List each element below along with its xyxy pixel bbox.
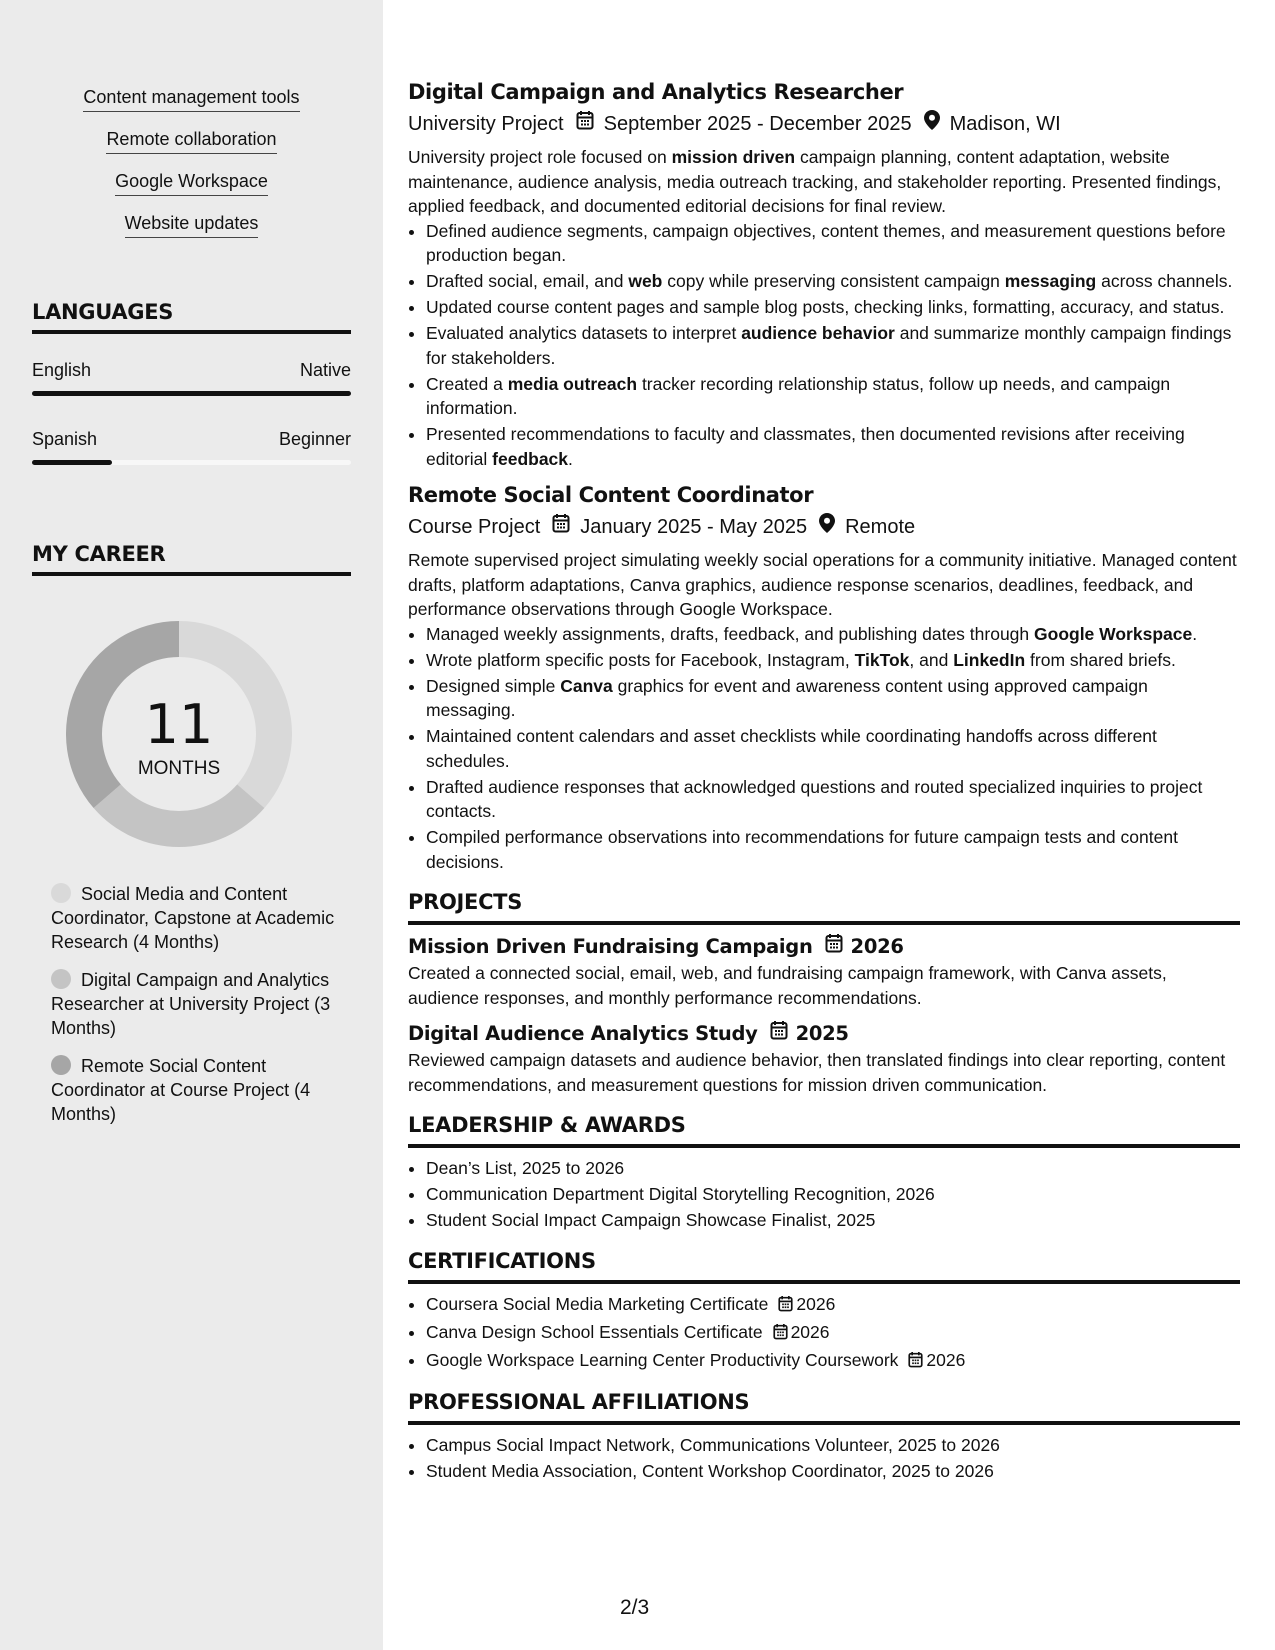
language-bar-fill (32, 460, 112, 465)
text-run: Wrote platform specific posts for Facebook, Instagram, (426, 649, 855, 670)
language-bar-fill (32, 391, 351, 396)
project-year: 2026 (850, 935, 904, 958)
legend-label: Remote Social Content Coordinator at Course Project (4 Months) (51, 1056, 311, 1124)
affiliation-item: • Student Media Association, Content Workshop Coordinator, 2025 to 2026 (426, 1459, 1240, 1484)
emphasis-text: Google Workspace (1034, 623, 1193, 644)
text-run: and summarize monthly campaign findings for stakeholders. (426, 323, 1232, 368)
emphasis-text: audience behavior (741, 323, 895, 343)
text-run: . (568, 448, 573, 469)
text-run: Managed weekly assignments, drafts, feedback, and publishing dates through (426, 623, 1035, 644)
emphasis-text: LinkedIn (953, 649, 1026, 670)
text-run: campaign planning, content adaptation, website maintenance, audience analysis, media outreach tracking, and stakeholder reporting. Presented findings, applied feedback, and documented editorial decisions for final review. (408, 147, 1222, 216)
skill-item (0, 86, 383, 112)
calendar-icon (576, 110, 594, 138)
text-run: Created a (426, 373, 508, 394)
language-name: Spanish (32, 429, 98, 449)
career-heading: MY CAREER (32, 542, 351, 576)
emphasis-text: Canva (560, 675, 613, 696)
certification-name: Google Workspace Learning Center Productivity Coursework (426, 1349, 899, 1370)
certification-name: Canva Design School Essentials Certificate (426, 1321, 763, 1342)
language-name: English (32, 360, 92, 380)
job-bullet (426, 648, 1240, 673)
donut-segment (94, 784, 265, 847)
job-meta (408, 110, 1240, 138)
skill-item (0, 170, 383, 196)
project-title: Mission Driven Fundraising Campaign (408, 935, 813, 958)
project-title-row (408, 933, 1240, 961)
affiliation-item: • Campus Social Impact Network, Communications Volunteer, 2025 to 2026 (426, 1433, 1240, 1458)
job-bullets (408, 219, 1240, 472)
job-dates: September 2025 - December 2025 (603, 113, 912, 135)
language-level: Beginner (278, 429, 351, 449)
text-run: Maintained content calendars and asset checklists while coordinating handoffs across different schedules. (426, 726, 1157, 771)
calendar-icon (908, 1350, 923, 1375)
text-run: tracker recording relationship status, follow up needs, and campaign information. (426, 373, 1171, 418)
text-run: from shared briefs. (1025, 649, 1176, 670)
job-bullet (426, 422, 1240, 471)
main-content (408, 78, 1240, 1485)
certifications-list (408, 1292, 1240, 1375)
job-bullet (426, 674, 1240, 723)
legend-item (51, 1054, 341, 1126)
emphasis-text: messaging (1004, 271, 1097, 291)
text-run: Defined audience segments, campaign objectives, content themes, and measurement questions before production began. (426, 220, 1226, 265)
certification-item (426, 1320, 1240, 1347)
calendar-icon (552, 513, 570, 541)
certifications-heading: CERTIFICATIONS (408, 1247, 1240, 1284)
job-bullet (426, 775, 1240, 824)
job-meta (408, 513, 1240, 541)
text-run: Updated course content pages and sample blog posts, checking links, formatting, accuracy, and status. (426, 297, 1225, 317)
job-bullet (426, 372, 1240, 421)
job-bullet (426, 825, 1240, 874)
job-org: University Project (408, 113, 564, 135)
affiliations-heading: PROFESSIONAL AFFILIATIONS (408, 1388, 1240, 1425)
legend-dot (51, 969, 71, 989)
job-bullet (426, 269, 1240, 294)
emphasis-text: feedback (492, 448, 569, 469)
text-run: Presented recommendations to faculty and classmates, then documented revisions after receiving editorial (426, 424, 1185, 469)
calendar-icon (773, 1322, 788, 1347)
emphasis-text: mission driven (671, 147, 796, 167)
leadership-item: • Communication Department Digital Storytelling Recognition, 2026 (426, 1182, 1240, 1207)
text-run: Drafted audience responses that acknowledged questions and routed specialized inquiries to project contacts. (426, 776, 1203, 821)
text-run: across channels. (1096, 271, 1233, 291)
skill-label: Google Workspace (115, 170, 268, 196)
job-bullet (426, 295, 1240, 320)
calendar-icon (778, 1294, 793, 1319)
job-location: Madison, WI (949, 113, 1061, 135)
location-pin-icon (924, 110, 940, 138)
project-year: 2025 (795, 1022, 849, 1045)
job-title: Remote Social Content Coordinator (408, 483, 814, 507)
text-run: Remote supervised project simulating weekly social operations for a community initiative. Managed content drafts, platform adaptations, Canva graphics, audience response scenarios, deadlines, feedback, and performance observations through Google Workspace. (408, 550, 1237, 619)
language-bar (32, 460, 351, 465)
text-run: University project role focused on (408, 147, 672, 167)
affiliations-list (408, 1433, 1240, 1484)
certification-item (426, 1348, 1240, 1375)
text-run: copy while preserving consistent campaign (662, 271, 1005, 291)
project-title: Digital Audience Analytics Study (408, 1022, 758, 1045)
language-english (32, 359, 351, 396)
skill-item (0, 212, 383, 238)
job-bullet (426, 622, 1240, 647)
calendar-icon (825, 933, 843, 961)
page-number: 2/3 (620, 1596, 650, 1619)
career-total-unit: MONTHS (137, 758, 221, 779)
legend-label: Social Media and Content Coordinator, Capstone at Academic Research (4 Months) (51, 884, 335, 952)
job-bullet (426, 321, 1240, 370)
job-dates: January 2025 - May 2025 (580, 516, 808, 538)
text-run: Drafted social, email, and (426, 271, 629, 291)
job-bullet (426, 219, 1240, 268)
leadership-item: • Dean’s List, 2025 to 2026 (426, 1156, 1240, 1181)
job-org: Course Project (408, 516, 541, 538)
language-bar (32, 391, 351, 396)
leadership-list (408, 1156, 1240, 1233)
job-description (408, 548, 1240, 622)
project-entry (408, 1020, 1240, 1097)
legend-dot (51, 1055, 71, 1075)
certification-year: 2026 (926, 1349, 966, 1370)
certification-item (426, 1292, 1240, 1319)
career-legend (51, 882, 341, 1140)
project-description: Created a connected social, email, web, and fundraising campaign framework, with Canva assets, audience responses, and monthly performance recommendations. (408, 963, 1167, 1008)
legend-item (51, 968, 341, 1040)
job-entry (408, 78, 1240, 471)
skill-item (0, 128, 383, 154)
text-run: , and (909, 649, 954, 670)
project-entry (408, 933, 1240, 1010)
job-description (408, 145, 1240, 219)
certification-year: 2026 (790, 1321, 830, 1342)
job-location: Remote (845, 516, 916, 538)
job-entry (408, 481, 1240, 874)
emphasis-text: web (628, 271, 663, 291)
skill-label: Remote collaboration (106, 128, 276, 154)
projects-heading: PROJECTS (408, 888, 1240, 925)
leadership-heading: LEADERSHIP & AWARDS (408, 1111, 1240, 1148)
emphasis-text: media outreach (507, 373, 638, 394)
legend-dot (51, 883, 71, 903)
leadership-item: • Student Social Impact Campaign Showcase Finalist, 2025 (426, 1208, 1240, 1233)
calendar-icon (770, 1020, 788, 1048)
project-description: Reviewed campaign datasets and audience behavior, then translated findings into clear reporting, content recommendations, and measurement questions for mission driven communication. (408, 1050, 1226, 1095)
certification-name: Coursera Social Media Marketing Certificate (426, 1293, 769, 1314)
text-run: . (1192, 623, 1198, 644)
language-level: Native (299, 360, 351, 380)
legend-item (51, 882, 341, 954)
career-total-number: 11 (144, 693, 214, 756)
job-bullet (426, 724, 1240, 773)
certification-year: 2026 (796, 1293, 836, 1314)
career-donut-chart (66, 621, 292, 847)
skill-label: Content management tools (83, 86, 299, 112)
text-run: Evaluated analytics datasets to interpret (426, 323, 742, 343)
text-run: Designed simple (426, 675, 561, 696)
job-title: Digital Campaign and Analytics Researcher (408, 80, 904, 104)
job-bullets (408, 622, 1240, 875)
emphasis-text: TikTok (854, 649, 910, 670)
project-title-row (408, 1020, 1240, 1048)
text-run: Compiled performance observations into recommendations for future campaign tests and content decisions. (426, 827, 1178, 872)
skill-label: Website updates (125, 212, 259, 238)
languages-heading: LANGUAGES (32, 300, 351, 334)
legend-label: Digital Campaign and Analytics Researcher at University Project (3 Months) (51, 970, 331, 1038)
location-pin-icon (819, 513, 835, 541)
text-run: graphics for event and awareness content using approved campaign messaging. (426, 675, 1148, 720)
skills-list (0, 86, 383, 254)
language-spanish (32, 428, 351, 465)
sidebar (0, 0, 383, 1650)
